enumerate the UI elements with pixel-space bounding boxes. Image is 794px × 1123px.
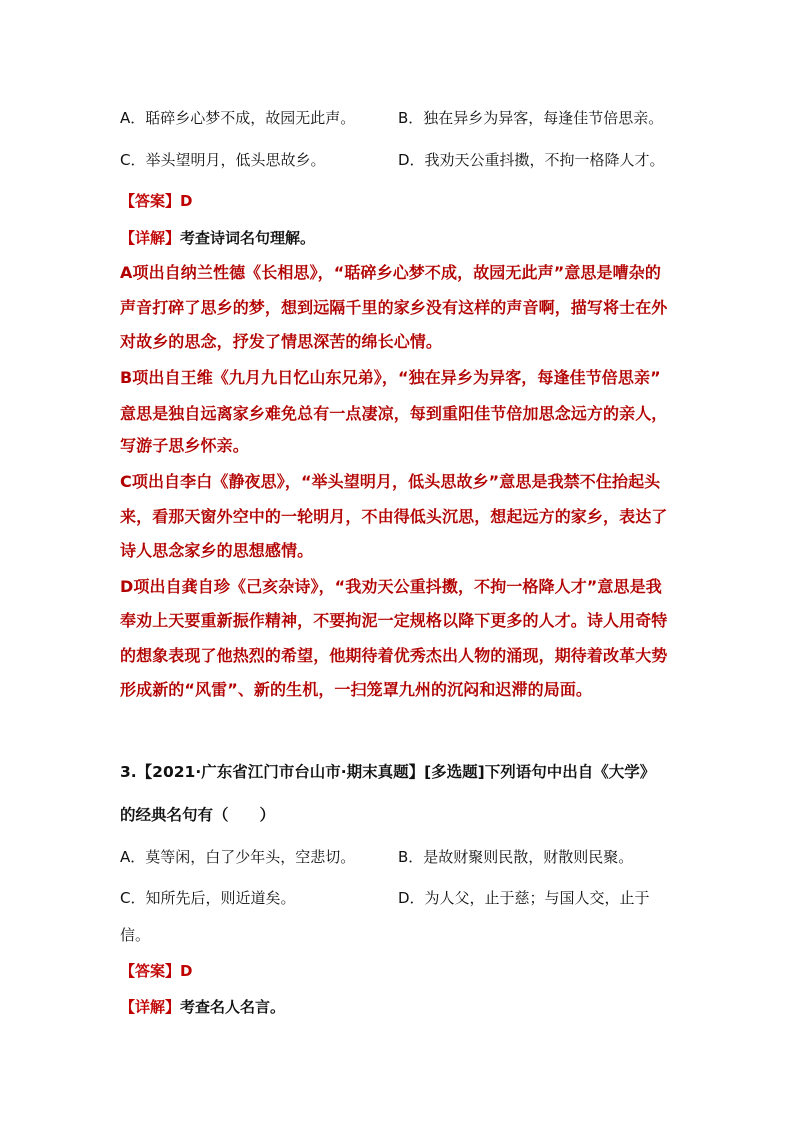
- q2-option-d: D．我劝天公重抖擞，不拘一格降人才。: [398, 151, 665, 169]
- explanation-line: 对故乡的思念，抒发了情思深苦的绵长心情。: [120, 332, 443, 351]
- detail-intro: 考查名人名言。: [180, 998, 286, 1016]
- explanation-line: D项出自龚自珍《己亥杂诗》，“我劝天公重抖擞，不拘一格降人才”意思是我: [120, 577, 662, 596]
- q2-detail: [120, 228, 315, 248]
- q3-option-c: C．知所先后，则近道矣。: [120, 889, 296, 907]
- explanation-line: 写游子思乡怀亲。: [120, 436, 249, 455]
- answer-tag: 【答案】: [120, 962, 181, 980]
- q3-option-d: D．为人父，止于慈；与国人交，止于: [398, 889, 650, 907]
- explanation-line: 声音打碎了思乡的梦，想到远隔千里的家乡没有这样的声音啊，描写将士在外: [120, 298, 668, 317]
- q3-detail: [120, 997, 285, 1017]
- q3-answer: [120, 961, 192, 981]
- explanation-line: 诗人思念家乡的思想感情。: [120, 541, 314, 560]
- explanation-line: 形成新的“风雷”、新的生机，一扫笼罩九州的沉闷和迟滞的局面。: [120, 680, 593, 699]
- q3-option-d-continued: 信。: [120, 926, 151, 944]
- explanation-line: A项出自纳兰性德《长相思》，“聒碎乡心梦不成，故园无此声”意思是嘈杂的: [120, 263, 661, 282]
- q2-option-a: A．聒碎乡心梦不成，故园无此声。: [120, 109, 356, 127]
- q2-option-b: B．独在异乡为异客，每逢佳节倍思亲。: [398, 109, 664, 127]
- q2-option-c: C．举头望明月，低头思故乡。: [120, 151, 326, 169]
- explanation-line: 奉劝上天要重新振作精神，不要拘泥一定规格以降下更多的人才。诗人用奇特: [120, 611, 668, 630]
- answer-value: D: [180, 192, 193, 210]
- explanation-line: 来，看那天窗外空中的一轮明月，不由得低头沉思，想起远方的家乡，表达了: [120, 507, 668, 526]
- q3-title-line1: 3.【2021·广东省江门市台山市·期末真题】[多选题]下列语句中出自《大学》: [120, 763, 656, 781]
- detail-tag: 【详解】: [120, 229, 181, 247]
- explanation-line: 的想象表现了他热烈的希望，他期待着优秀杰出人物的涌现，期待着改革大势: [120, 646, 668, 665]
- q3-option-b: B．是故财聚则民散，财散则民聚。: [398, 848, 634, 866]
- explanation-line: C项出自李白《静夜思》，“举头望明月，低头思故乡”意思是我禁不住抬起头: [120, 472, 661, 491]
- answer-value: D: [180, 962, 193, 980]
- answer-tag: 【答案】: [120, 192, 181, 210]
- q3-option-a: A．莫等闲，白了少年头，空悲切。: [120, 848, 356, 866]
- explanation-line: B项出自王维《九月九日忆山东兄弟》，“独在异乡为异客，每逢佳节倍思亲”: [120, 368, 661, 387]
- detail-tag: 【详解】: [120, 998, 181, 1016]
- explanation-line: 意思是独自远离家乡难免总有一点凄凉，每到重阳佳节倍加思念远方的亲人，: [120, 404, 668, 423]
- q2-answer: [120, 191, 192, 211]
- detail-intro: 考查诗词名句理解。: [180, 229, 316, 247]
- q3-title-line2: 的经典名句有（ ）: [120, 806, 276, 824]
